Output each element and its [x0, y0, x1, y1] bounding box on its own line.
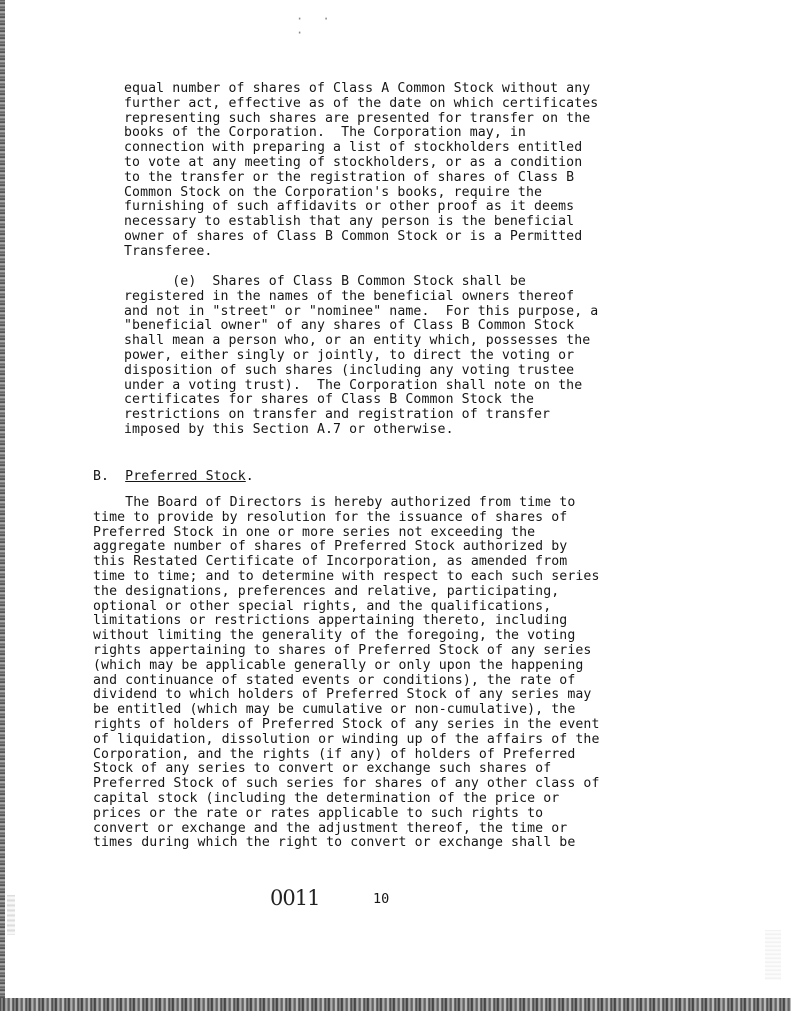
scan-specks: · · ·	[296, 12, 336, 40]
section-b-title: Preferred Stock	[125, 469, 246, 484]
section-b-label: B.	[93, 469, 126, 484]
scan-edge-bottom	[0, 998, 791, 1011]
paragraph-preferred-stock: The Board of Directors is hereby authorized from time to time to provide by resolution for the issuance of shares of Preferred Stock in one or more series not exceeding the aggregate number of shares of Preferred Stock authorized by this Restated Certificate of Incorporation, as amended from time to time; and to determine with respect to each such series the designations, preferences and relative, participating, optional or other special rights, and the qualifications, limitations or restrictions appertaining thereto, including without limiting the generality of the foregoing, the voting rights appertaining to shares of Preferred Stock of any series (which may be applicable generally or only upon the happening and continuance of stated events or conditions), the rate of dividend to which holders of Preferred Stock of any series may be entitled (which may be cumulative or non-cumulative), the rights of holders of Preferred Stock of any series in the event of liquidation, dissolution or winding up of the affairs of the Corporation, and the rights (if any) of holders of Preferred Stock of any series to convert or exchange such shares of Preferred Stock of such series for shares of any other class of capital stock (including the determination of the price or prices or the rate or rates applicable to such rights to convert or exchange and the adjustment thereof, the time or times during which the right to convert or exchange shall be	[93, 495, 600, 851]
page-number: 10	[373, 891, 390, 907]
paragraph-a7-continued: equal number of shares of Class A Common Stock without any further act, effective as of the date on which certificates representing such shares are presented for transfer on the books of the Corporation. The Corporation may, in connection with preparing a list of stockholders entitled to vote at any meeting of stockholders, or as a condition to the transfer or the registration of shares of Class B Common Stock on the Corporation's books, require the furnishing of such affidavits or other proof as it deems necessary to establish that any person is the beneficial owner of shares of Class B Common Stock or is a Permitted Transferee.	[124, 81, 599, 259]
scan-edge-left	[0, 0, 5, 1011]
paragraph-e: (e) Shares of Class B Common Stock shall be registered in the names of the beneficial owners thereof and not in "street" or "nominee" name. For this purpose, a "beneficial owner" of any shares of Class B Common Stock shall mean a person who, or an entity which, possesses the power, either singly or jointly, to direct the voting or disposition of such shares (including any voting trustee under a voting trust). The Corporation shall note on the certificates for shares of Class B Common Stock the restrictions on transfer and registration of transfer imposed by this Section A.7 or otherwise.	[124, 274, 599, 437]
scan-noise-right	[765, 930, 781, 980]
scan-noise-left	[7, 895, 15, 935]
section-b-period: .	[245, 469, 254, 484]
document-stamp: 0011	[270, 886, 320, 910]
section-b-heading	[93, 470, 254, 485]
